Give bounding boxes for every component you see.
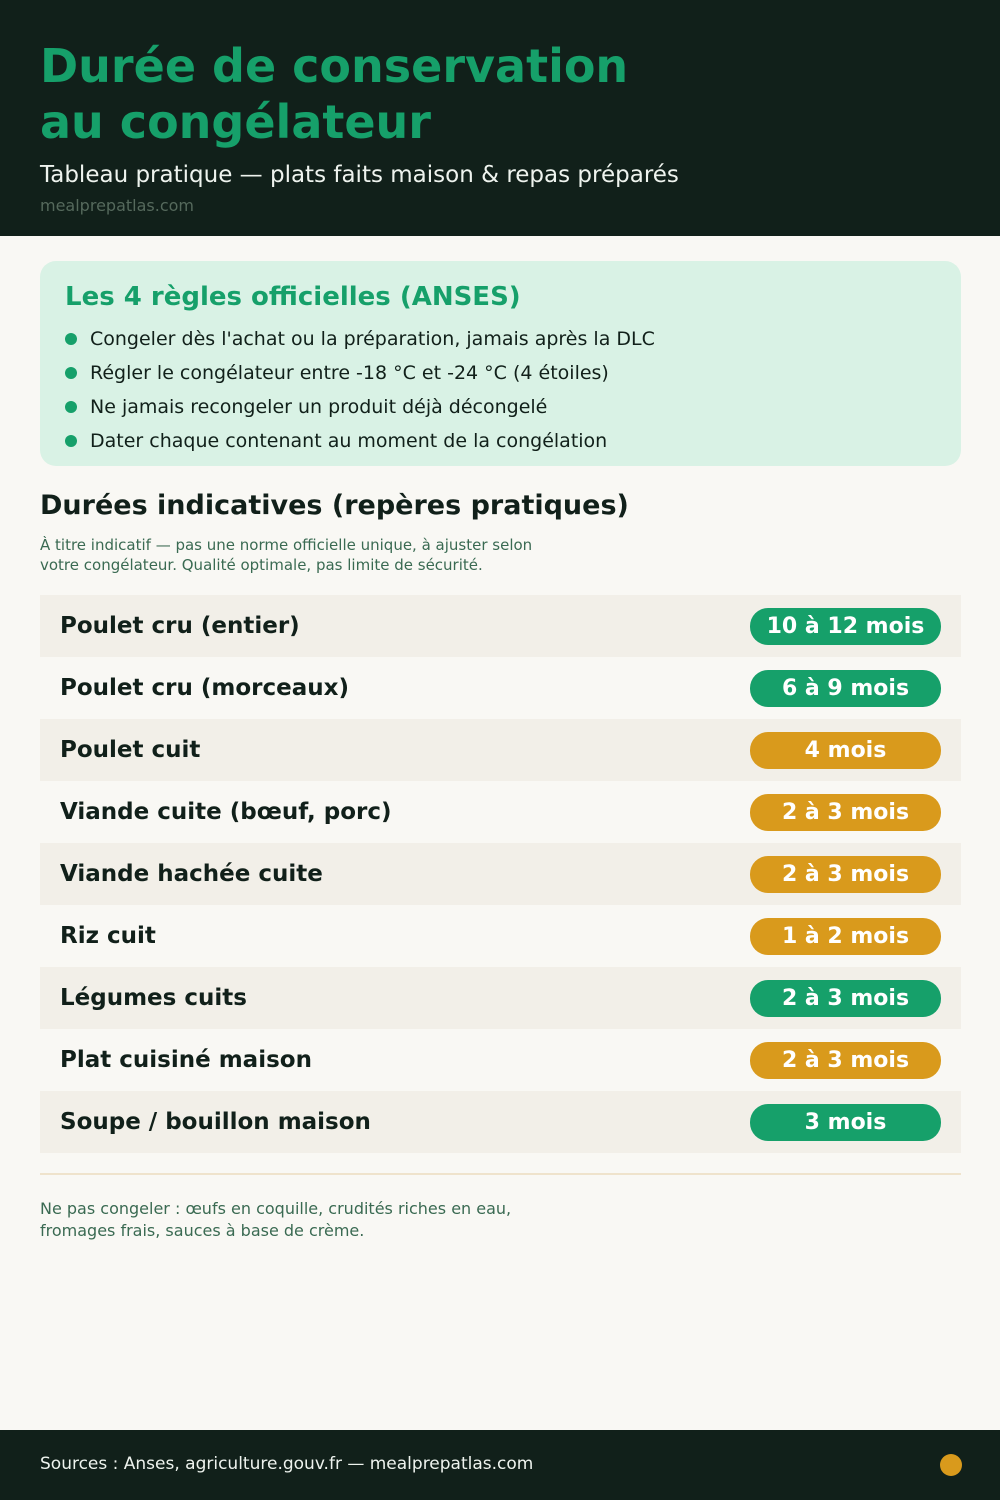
duration-badge: 2 à 3 mois [750, 856, 941, 893]
header [0, 0, 1000, 236]
food-label: Viande hachée cuite [60, 861, 323, 887]
rule-text: Ne jamais recongeler un produit déjà décongelé [90, 396, 548, 418]
rule-item [65, 322, 655, 356]
table-row [40, 1029, 961, 1091]
bullet-dot-icon [65, 367, 77, 379]
footer [0, 1430, 1000, 1500]
durations-table [40, 595, 961, 1153]
accent-dot-icon [940, 1454, 962, 1476]
title-line-1: Durée de conservation [40, 39, 629, 93]
table-row [40, 719, 961, 781]
rule-item [65, 390, 655, 424]
food-label: Poulet cuit [60, 737, 201, 763]
rule-text: Dater chaque contenant au moment de la congélation [90, 430, 608, 452]
rules-title: Les 4 règles officielles (ANSES) [65, 282, 521, 312]
food-label: Légumes cuits [60, 985, 247, 1011]
table-row [40, 905, 961, 967]
duration-badge: 6 à 9 mois [750, 670, 941, 707]
table-row [40, 595, 961, 657]
divider [40, 1173, 961, 1175]
food-label: Viande cuite (bœuf, porc) [60, 799, 392, 825]
title-line-2: au congélateur [40, 95, 431, 149]
table-row [40, 781, 961, 843]
table-row [40, 1091, 961, 1153]
food-label: Plat cuisiné maison [60, 1047, 312, 1073]
page-title [40, 38, 940, 150]
rules-list [65, 322, 655, 458]
sources-text: Sources : Anses, agriculture.gouv.fr — mealprepatlas.com [40, 1454, 534, 1474]
rule-text: Régler le congélateur entre -18 °C et -24 °C (4 étoiles) [90, 362, 609, 384]
table-row [40, 843, 961, 905]
rule-item [65, 424, 655, 458]
rule-item [65, 356, 655, 390]
food-label: Soupe / bouillon maison [60, 1109, 371, 1135]
food-label: Poulet cru (morceaux) [60, 675, 349, 701]
footnote-line-1: Ne pas congeler : œufs en coquille, crudités riches en eau, [40, 1199, 512, 1218]
durations-title: Durées indicatives (repères pratiques) [40, 490, 629, 521]
page-subtitle: Tableau pratique — plats faits maison & repas préparés [40, 162, 679, 188]
food-label: Riz cuit [60, 923, 156, 949]
bullet-dot-icon [65, 401, 77, 413]
table-row [40, 657, 961, 719]
rules-card [40, 261, 961, 466]
footnote-line-2: fromages frais, sauces à base de crème. [40, 1221, 365, 1240]
note-line-2: votre congélateur. Qualité optimale, pas limite de sécurité. [40, 556, 483, 574]
duration-badge: 10 à 12 mois [750, 608, 941, 645]
rule-text: Congeler dès l'achat ou la préparation, jamais après la DLC [90, 328, 655, 350]
note-line-1: À titre indicatif — pas une norme officielle unique, à ajuster selon [40, 536, 533, 554]
duration-badge: 1 à 2 mois [750, 918, 941, 955]
duration-badge: 3 mois [750, 1104, 941, 1141]
footnote [40, 1198, 600, 1242]
duration-badge: 4 mois [750, 732, 941, 769]
site-name: mealprepatlas.com [40, 196, 194, 215]
duration-badge: 2 à 3 mois [750, 980, 941, 1017]
duration-badge: 2 à 3 mois [750, 794, 941, 831]
duration-badge: 2 à 3 mois [750, 1042, 941, 1079]
food-label: Poulet cru (entier) [60, 613, 300, 639]
bullet-dot-icon [65, 333, 77, 345]
table-row [40, 967, 961, 1029]
durations-note [40, 535, 640, 575]
bullet-dot-icon [65, 435, 77, 447]
